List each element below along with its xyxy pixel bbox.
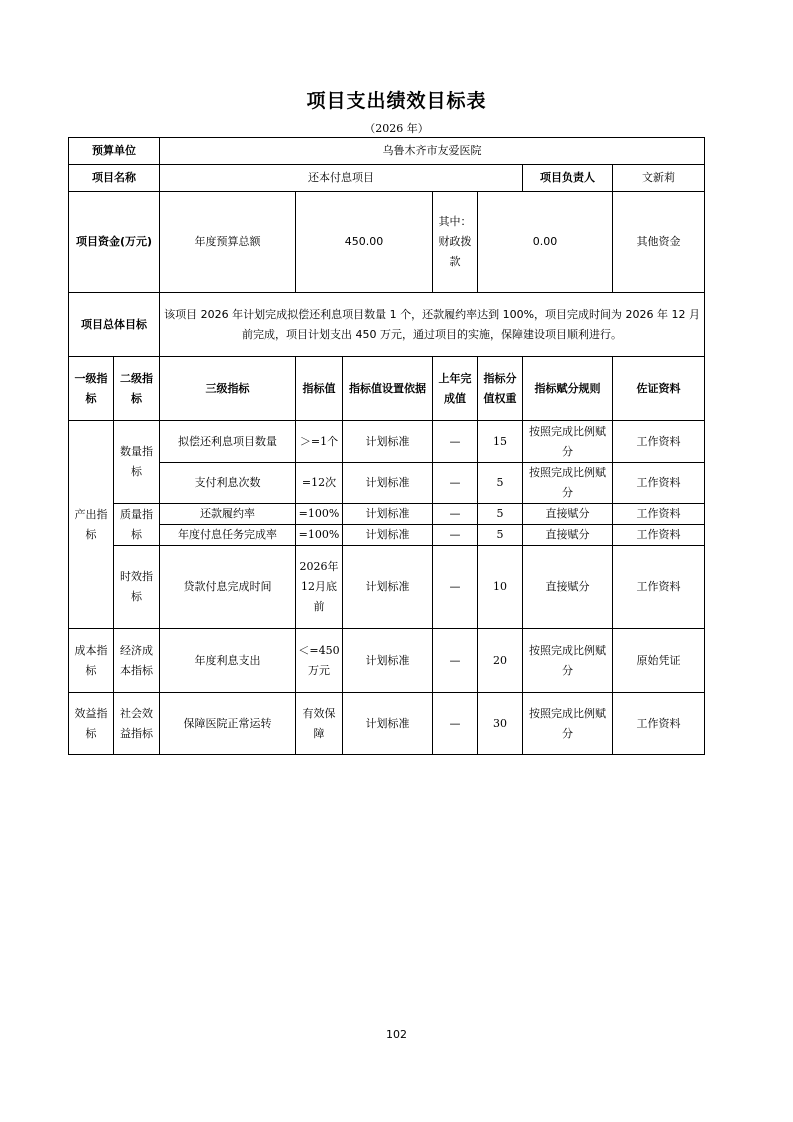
subgroup-quantity: 数量指标 bbox=[114, 421, 160, 504]
indicator-weight: 20 bbox=[478, 629, 523, 693]
annual-budget-label: 年度预算总额 bbox=[160, 192, 296, 293]
budget-unit-label: 预算单位 bbox=[69, 138, 160, 165]
level1-header: 一级指标 bbox=[69, 357, 114, 421]
indicator-basis: 计划标准 bbox=[343, 421, 433, 463]
evidence-header: 佐证资料 bbox=[613, 357, 705, 421]
fiscal-value: 0.00 bbox=[478, 192, 613, 293]
other-funds-label: 其他资金 bbox=[613, 192, 705, 293]
page-title: 项目支出绩效目标表 bbox=[306, 90, 487, 112]
last-year-header: 上年完成值 bbox=[433, 357, 478, 421]
indicator-last-year: — bbox=[433, 504, 478, 525]
indicator-rule: 按照完成比例赋分 bbox=[523, 629, 613, 693]
indicator-basis: 计划标准 bbox=[343, 463, 433, 504]
indicator-name: 拟偿还利息项目数量 bbox=[160, 421, 296, 463]
indicator-value: =100% bbox=[296, 525, 343, 546]
indicator-basis: 计划标准 bbox=[343, 629, 433, 693]
performance-table bbox=[68, 137, 705, 755]
group-benefit: 效益指标 bbox=[69, 693, 114, 755]
indicator-weight: 5 bbox=[478, 504, 523, 525]
overall-goal-text: 该项目 2026 年计划完成拟偿还利息项目数量 1 个，还款履约率达到 100%，项目完成时间为 2026 年 12 月前完成，项目计划支出 450 万元，通过项目的实施，保障建设项目顺利进行。 bbox=[160, 293, 705, 357]
group-output: 产出指标 bbox=[69, 421, 114, 629]
indicator-last-year: — bbox=[433, 546, 478, 629]
level3-header: 三级指标 bbox=[160, 357, 296, 421]
indicator-row bbox=[69, 421, 705, 463]
indicator-value: =100% bbox=[296, 504, 343, 525]
indicator-row bbox=[69, 629, 705, 693]
subgroup-social: 社会效益指标 bbox=[114, 693, 160, 755]
project-name-value: 还本付息项目 bbox=[160, 165, 523, 192]
indicator-basis: 计划标准 bbox=[343, 525, 433, 546]
indicator-basis: 计划标准 bbox=[343, 504, 433, 525]
indicator-value: ＜=450万元 bbox=[296, 629, 343, 693]
indicator-name: 支付利息次数 bbox=[160, 463, 296, 504]
project-leader-value: 文新莉 bbox=[613, 165, 705, 192]
indicator-evidence: 工作资料 bbox=[613, 693, 705, 755]
indicator-name: 年度付息任务完成率 bbox=[160, 525, 296, 546]
indicator-value: 有效保障 bbox=[296, 693, 343, 755]
indicator-evidence: 工作资料 bbox=[613, 463, 705, 504]
overall-goal-row bbox=[69, 293, 705, 357]
project-funds-label: 项目资金(万元) bbox=[69, 192, 160, 293]
indicator-rule: 按照完成比例赋分 bbox=[523, 693, 613, 755]
subgroup-timeliness: 时效指标 bbox=[114, 546, 160, 629]
indicator-evidence: 原始凭证 bbox=[613, 629, 705, 693]
indicator-name: 还款履约率 bbox=[160, 504, 296, 525]
indicator-row bbox=[69, 463, 705, 504]
indicator-rule: 直接赋分 bbox=[523, 525, 613, 546]
indicator-evidence: 工作资料 bbox=[613, 525, 705, 546]
overall-goal-label: 项目总体目标 bbox=[69, 293, 160, 357]
indicator-value: 2026年12月底前 bbox=[296, 546, 343, 629]
indicator-last-year: — bbox=[433, 693, 478, 755]
group-cost: 成本指标 bbox=[69, 629, 114, 693]
indicator-evidence: 工作资料 bbox=[613, 421, 705, 463]
indicator-rule: 按照完成比例赋分 bbox=[523, 421, 613, 463]
indicator-name: 保障医院正常运转 bbox=[160, 693, 296, 755]
indicator-evidence: 工作资料 bbox=[613, 504, 705, 525]
indicator-rule: 直接赋分 bbox=[523, 504, 613, 525]
project-leader-label: 项目负责人 bbox=[523, 165, 613, 192]
indicator-weight: 5 bbox=[478, 525, 523, 546]
indicator-weight: 30 bbox=[478, 693, 523, 755]
indicator-weight: 15 bbox=[478, 421, 523, 463]
annual-budget-value: 450.00 bbox=[296, 192, 433, 293]
indicator-last-year: — bbox=[433, 463, 478, 504]
indicator-row bbox=[69, 693, 705, 755]
indicator-value: ＞=1个 bbox=[296, 421, 343, 463]
indicator-basis: 计划标准 bbox=[343, 693, 433, 755]
page-number: 102 bbox=[386, 1028, 407, 1041]
indicator-rule: 直接赋分 bbox=[523, 546, 613, 629]
indicator-row bbox=[69, 504, 705, 525]
indicator-name: 年度利息支出 bbox=[160, 629, 296, 693]
indicator-weight: 5 bbox=[478, 463, 523, 504]
indicator-value: =12次 bbox=[296, 463, 343, 504]
project-name-row bbox=[69, 165, 705, 192]
year-label: （2026 年） bbox=[364, 122, 429, 135]
subgroup-economic: 经济成本指标 bbox=[114, 629, 160, 693]
indicator-basis: 计划标准 bbox=[343, 546, 433, 629]
value-header: 指标值 bbox=[296, 357, 343, 421]
indicator-row bbox=[69, 525, 705, 546]
fiscal-label: 其中：财政拨款 bbox=[433, 192, 478, 293]
budget-unit-row bbox=[69, 138, 705, 165]
budget-unit-value: 乌鲁木齐市友爱医院 bbox=[160, 138, 705, 165]
project-funds-row bbox=[69, 192, 705, 293]
indicator-last-year: — bbox=[433, 629, 478, 693]
indicator-weight: 10 bbox=[478, 546, 523, 629]
indicator-last-year: — bbox=[433, 421, 478, 463]
indicator-row bbox=[69, 546, 705, 629]
indicator-rule: 按照完成比例赋分 bbox=[523, 463, 613, 504]
indicator-evidence: 工作资料 bbox=[613, 546, 705, 629]
basis-header: 指标值设置依据 bbox=[343, 357, 433, 421]
level2-header: 二级指标 bbox=[114, 357, 160, 421]
indicator-name: 贷款付息完成时间 bbox=[160, 546, 296, 629]
rule-header: 指标赋分规则 bbox=[523, 357, 613, 421]
weight-header: 指标分值权重 bbox=[478, 357, 523, 421]
project-name-label: 项目名称 bbox=[69, 165, 160, 192]
indicator-last-year: — bbox=[433, 525, 478, 546]
subgroup-quality: 质量指标 bbox=[114, 504, 160, 546]
indicator-header-row bbox=[69, 357, 705, 421]
